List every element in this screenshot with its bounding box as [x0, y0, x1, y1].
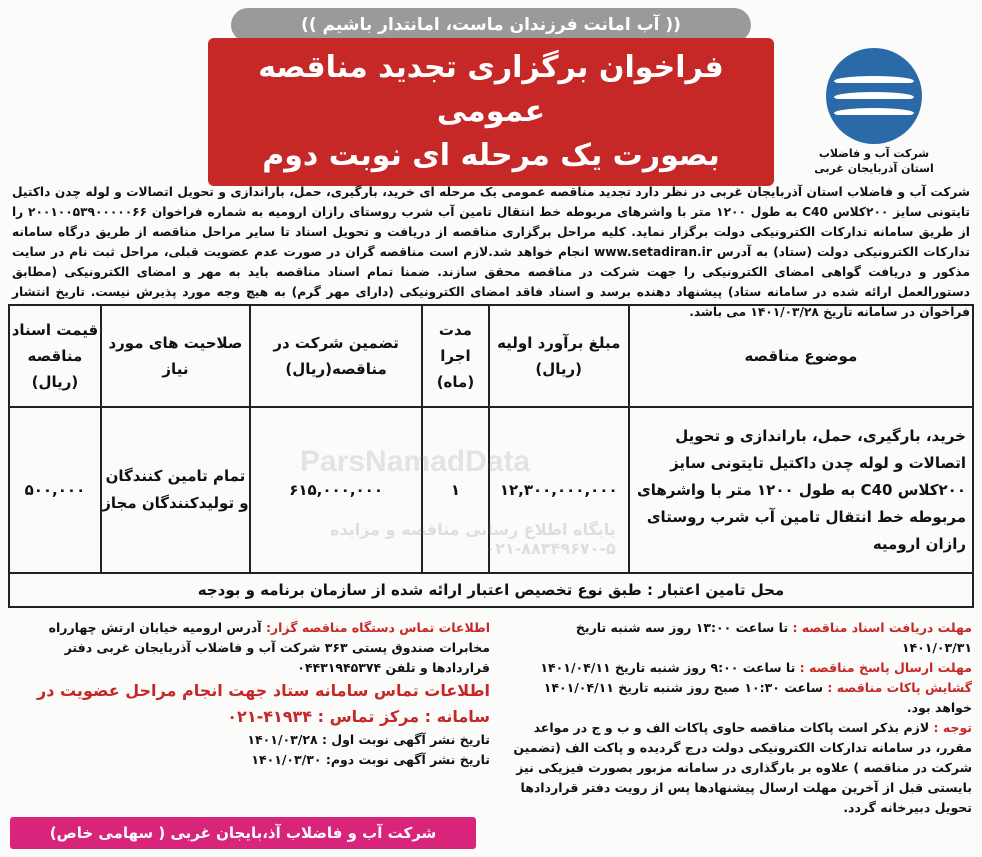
motto-banner: (( آب امانت فرزندان ماست، امانتدار باشیم )): [231, 8, 751, 42]
open-label: گشایش پاکات مناقصه :: [827, 680, 972, 695]
send-deadline: [504, 658, 972, 678]
cell-qualification: تمام تامین کنندگان و تولیدکنندگان مجاز: [101, 407, 250, 573]
title-line-2: بصورت یک مرحله ای نوبت دوم: [262, 138, 720, 173]
watermark-brand: ParsNamadData: [300, 445, 531, 478]
company-line-2: استان آذربایجان غربی: [814, 162, 934, 175]
receive-label: مهلت دریافت اسناد مناقصه :: [792, 620, 972, 635]
watermark-phone: ۰۲۱-۸۸۳۴۹۶۷۰-۵: [485, 539, 616, 558]
publish-date-1: تاریخ نشر آگهی نوبت اول : ۱۴۰۱/۰۳/۲۸: [247, 732, 490, 747]
setad-contact: اطلاعات تماس سامانه ستاد جهت انجام مراحل عضویت در سامانه : مرکز تماس : ۴۱۹۳۴-۰۲۱: [37, 681, 490, 726]
org-contact-text: آدرس ارومیه خیابان ارتش چهارراه مخابرات صندوق پستی ۳۶۳ شرکت آب و فاضلاب آذربایجان غربی دفتر قراردادها و تلفن ۰۴۴۳۱۹۴۵۳۷۴: [48, 620, 490, 675]
company-logo-block: [774, 48, 974, 176]
header-duration: مدت اجرا (ماه): [422, 305, 489, 407]
cell-subject: خرید، بارگیری، حمل، باراندازی و تحویل اتصالات و لوله چدن داکتیل تایتونی سایز ۲۰۰کلاس C40 به طول ۱۲۰۰ متر با واشرهای مربوطه خط انتقال تامین آب شرب روستای رازان ارومیه: [629, 407, 973, 573]
water-drop-icon: [826, 48, 922, 144]
footer-company-band: شرکت آب و فاضلاب آذ،بایجان غربی ( سهامی خاص): [10, 817, 476, 849]
cell-duration: ۱: [422, 407, 489, 573]
note-label: توجه :: [933, 720, 972, 735]
header-subject: موضوع مناقصه: [629, 305, 973, 407]
bottom-section: [8, 618, 974, 815]
watermark-slogan: [330, 520, 616, 558]
header-qualification: صلاحیت های مورد نیاز: [101, 305, 250, 407]
deadlines-block: [504, 618, 974, 815]
note-text: لازم بذکر است پاکات مناقصه حاوی پاکات الف و ب و ج در مواعد مقرر، در سامانه تدارکات الکترونیکی دولت درج گردیده و پاکت الف (تضمین شرکت در مناقصه ) علاوه بر بارگذاری در سامانه مزبور بصورت فیزیکی نیز بایستی قبل از آخرین مهلت ارسال پیشنهادها پس از رویت دفتر قراردادها تحویل دبیرخانه گردد.: [513, 720, 972, 815]
opening-date: [504, 678, 972, 718]
cell-guarantee: ۶۱۵,۰۰۰,۰۰۰: [250, 407, 422, 573]
send-label: مهلت ارسال پاسخ مناقصه :: [799, 660, 972, 675]
title-banner: [208, 38, 774, 186]
note: [504, 718, 972, 818]
send-text: تا ساعت ۹:۰۰ روز شنبه تاریخ ۱۴۰۱/۰۴/۱۱: [540, 660, 796, 675]
cell-estimate: ۱۲,۳۰۰,۰۰۰,۰۰۰: [489, 407, 629, 573]
credit-row: [9, 573, 973, 607]
company-line-1: شرکت آب و فاضلاب: [818, 147, 930, 160]
header-estimate: مبلغ برآورد اولیه (ریال): [489, 305, 629, 407]
cell-doc-price: ۵۰۰,۰۰۰: [9, 407, 101, 573]
watermark-slogan-text: پایگاه اطلاع رسانی مناقصه و مزایده: [330, 520, 616, 539]
header-guarantee: تضمین شرکت در مناقصه(ریال): [250, 305, 422, 407]
receive-text: تا ساعت ۱۳:۰۰ روز سه شنبه تاریخ ۱۴۰۱/۰۳/۳۱: [575, 620, 972, 655]
org-contact: [8, 618, 490, 678]
header: [8, 46, 974, 178]
company-name-small: [814, 146, 933, 176]
publish-date-2: تاریخ نشر آگهی نوبت دوم: ۱۴۰۱/۰۳/۳۰: [251, 752, 490, 767]
header-doc-price: قیمت اسناد مناقصه (ریال): [9, 305, 101, 407]
credit-source: محل تامین اعتبار : طبق نوع تخصیص اعتبار ارائه شده از سازمان برنامه و بودجه: [9, 573, 973, 607]
org-contact-label: اطلاعات تماس دستگاه مناقصه گزار:: [265, 620, 490, 635]
receive-deadline: [504, 618, 972, 658]
contact-block: [8, 618, 504, 796]
intro-paragraph: شرکت آب و فاضلاب استان آذربایجان غربی در نظر دارد تجدید مناقصه عمومی یک مرحله ای خرید، بارگیری، حمل، باراندازی و تحویل اتصالات و لوله چدن داکتیل تایتونی سایز ۲۰۰کلاس C40 به طول ۱۲۰۰ متر با واشرهای مربوطه خط انتقال تامین آب شرب روستای رازان ارومیه به شماره فراخوان ۲۰۰۱۰۰۵۳۹۰۰۰۰۰۶۶ را از طریق سامانه تدارکات الکترونیکی دولت برگزار نماید. کلیه مراحل برگزاری مناقصه از دریافت و تحویل اسناد تا سایر مراحل مناقصه از طریق درگاه سامانه تدارکات الکترونیکی دولت (ستاد) به آدرس www.setadiran.ir انجام خواهد شد.لازم است مناقصه گران در صورت عدم عضویت قبلی، مراحل ثبت نام در سایت مذکور و دریافت گواهی امضای الکترونیکی را جهت شرکت در مناقصه محقق سازند. ضمنا تمام اسناد مناقصه باید به مهر و امضای الکترونیکی (مطابق دستورالعمل ارائه شده در سامانه ستاد) پیشنهاد دهنده برسد و اسناد فاقد امضای الکترونیکی (دارای مهر گرم) به هیچ وجه مورد پذیرش نیست. تاریخ انتشار فراخوان در سامانه تاریخ ۱۴۰۱/۰۳/۲۸ می باشد.: [12, 185, 970, 319]
open-text: ساعت ۱۰:۳۰ صبح روز شنبه تاریخ ۱۴۰۱/۰۴/۱۱ خواهد بود.: [543, 680, 972, 715]
title-line-1: فراخوان برگزاری تجدید مناقصه عمومی: [258, 50, 724, 129]
